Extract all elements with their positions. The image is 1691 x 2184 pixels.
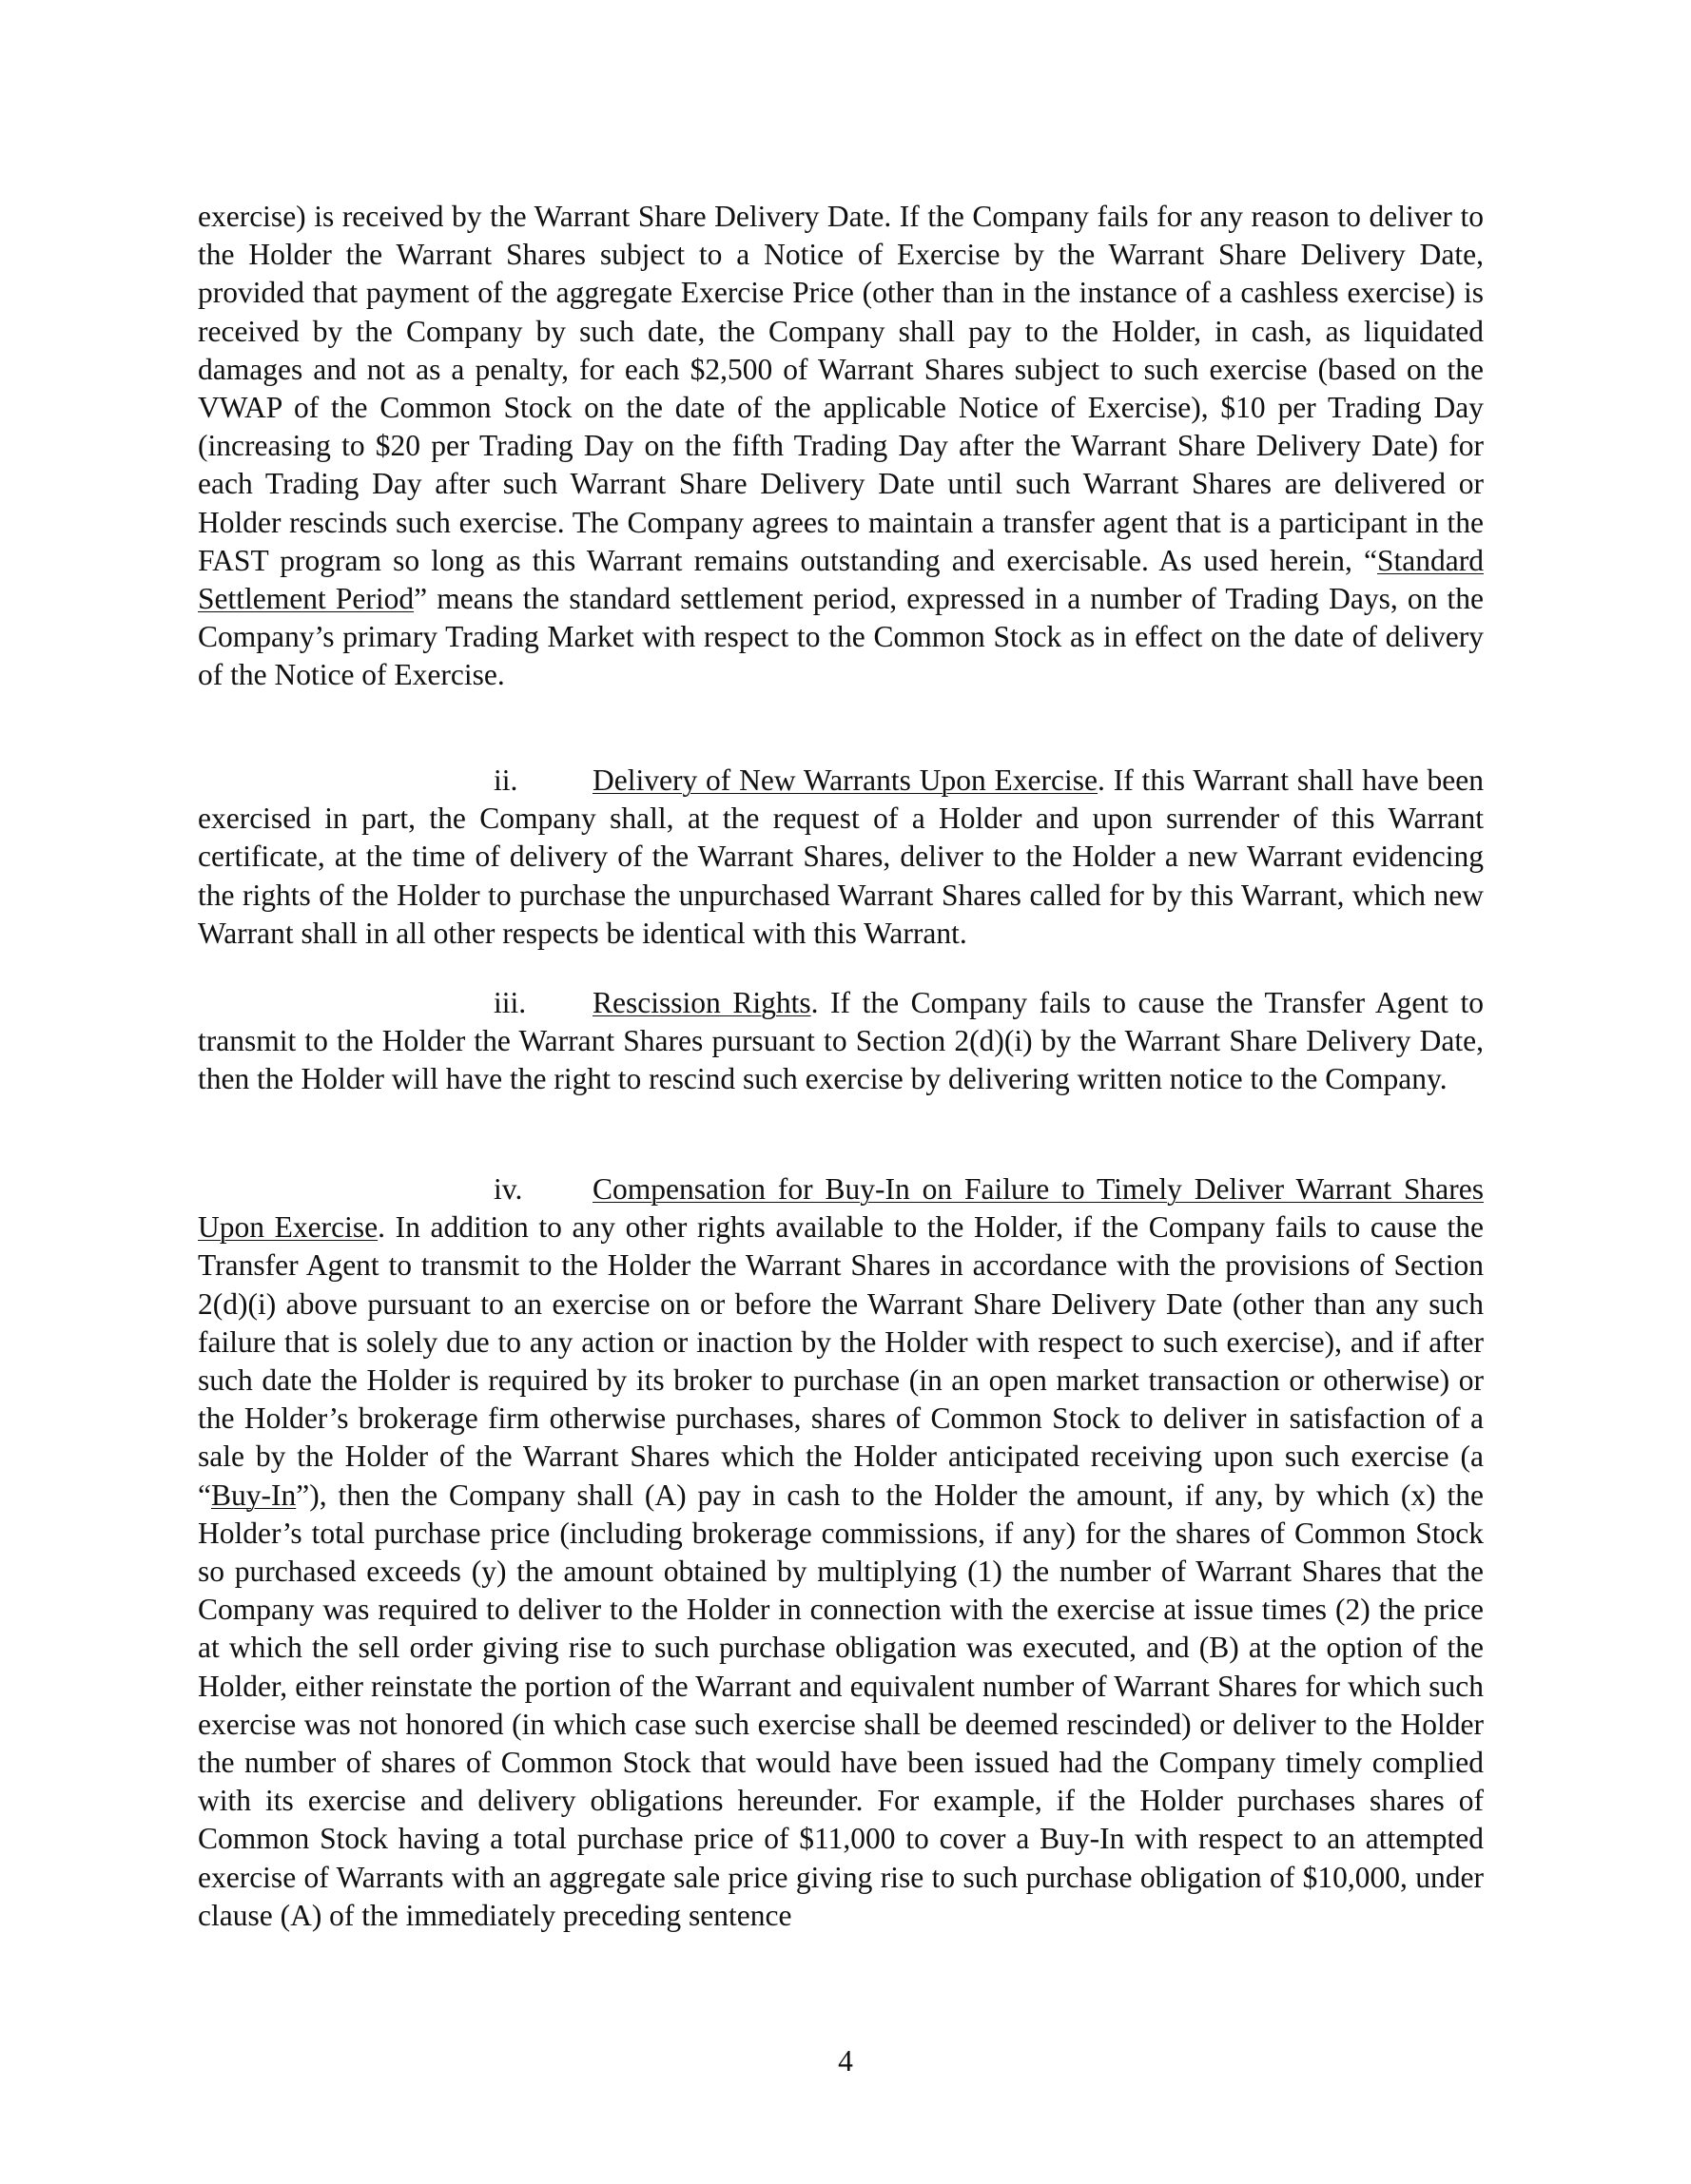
paragraph-item-ii (198, 762, 1484, 953)
item-number: iv. (494, 1172, 523, 1206)
item-heading: Rescission Rights (593, 986, 811, 1019)
paragraph-text: exercise) is received by the Warrant Share Delivery Date. If the Company fails for any reason to deliver to the Holder the Warrant Shares subject to a Notice of Exercise by the Warrant Share Delivery Date, provided that payment of the aggregate Exercise Price (other than in the instance of a cashless exercise) is received by the Company by such date, the Company shall pay to the Holder, in cash, as liquidated damages and not as a penalty, for each $2,500 of Warrant Shares subject to such exercise (based on the VWAP of the Common Stock on the date of the applicable Notice of Exercise), $10 per Trading Day (increasing to $20 per Trading Day on the fifth Trading Day after the Warrant Share Delivery Date) for each Trading Day after such Warrant Share Delivery Date until such Warrant Shares are delivered or Holder rescinds such exercise. The Company agrees to maintain a transfer agent that is a participant in the FAST program so long as this Warrant remains outstanding and exercisable. As used herein, “ (198, 200, 1484, 577)
item-body: . If this Warrant shall have been exercised in part, the Company shall, at the request of a Holder and upon surrender of this Warrant certificate, at the time of delivery of the Warrant Shares, deliver to the Holder a new Warrant evidencing the rights of the Holder to purchase the unpurchased Warrant Shares called for by this Warrant, which new Warrant shall in all other respects be identical with this Warrant. (198, 763, 1484, 950)
item-body: ”), then the Company shall (A) pay in cash to the Holder the amount, if any, by which (x) the Holder’s total purchase price (including brokerage commissions, if any) for the shares of Common Stock so purchased exceeds (y) the amount obtained by multiplying (1) the number of Warrant Shares that the Company was required to deliver to the Holder in connection with the exercise at issue times (2) the price at which the sell order giving rise to such purchase obligation was executed, and (B) at the option of the Holder, either reinstate the portion of the Warrant and equivalent number of Warrant Shares for which such exercise was not honored (in which case such exercise shall be deemed rescinded) or deliver to the Holder the number of shares of Common Stock that would have been issued had the Company timely complied with its exercise and delivery obligations hereunder. For example, if the Holder purchases shares of Common Stock having a total purchase price of $11,000 to cover a Buy-In with respect to an attempted exercise of Warrants with an aggregate sale price giving rise to such purchase obligation of $10,000, under clause (A) of the immediately preceding sentence (198, 1478, 1484, 1932)
page-number: 4 (838, 2044, 853, 2078)
item-number: ii. (494, 763, 518, 797)
defined-term-standard-settlement-period: Standard Settlement Period (198, 543, 1484, 616)
item-heading: Compensation for Buy-In on Failure to Timely Deliver Warrant Shares Upon Exercise (198, 1172, 1484, 1245)
item-number: iii. (494, 986, 527, 1019)
paragraph-continued (198, 198, 1484, 695)
paragraph-item-iii (198, 984, 1484, 1099)
item-body: . In addition to any other rights available to the Holder, if the Company fails to cause the Transfer Agent to transmit to the Holder the Warrant Shares in accordance with the provisions of Section 2(d)(i) above pursuant to an exercise on or before the Warrant Share Delivery Date (other than any such failure that is solely due to any action or inaction by the Holder with respect to such exercise), and if after such date the Holder is required by its broker to purchase (in an open market transaction or otherwise) or the Holder’s brokerage firm otherwise purchases, shares of Common Stock to deliver in satisfaction of a sale by the Holder of the Warrant Shares which the Holder anticipated receiving upon such exercise (a “ (198, 1210, 1485, 1512)
item-heading: Delivery of New Warrants Upon Exercise (593, 763, 1098, 797)
item-body: . If the Company fails to cause the Transfer Agent to transmit to the Holder the Warrant Shares pursuant to Section 2(d)(i) by the Warrant Share Delivery Date, then the Holder will have the right to rescind such exercise by delivering written notice to the Company. (198, 986, 1484, 1096)
defined-term-buy-in: Buy-In (210, 1478, 297, 1512)
paragraph-item-iv (198, 1170, 1484, 1935)
paragraph-text: ” means the standard settlement period, expressed in a number of Trading Days, on the Company’s primary Trading Market with respect to the Common Stock as in effect on the date of delivery of the Notice of Exercise. (198, 582, 1484, 692)
